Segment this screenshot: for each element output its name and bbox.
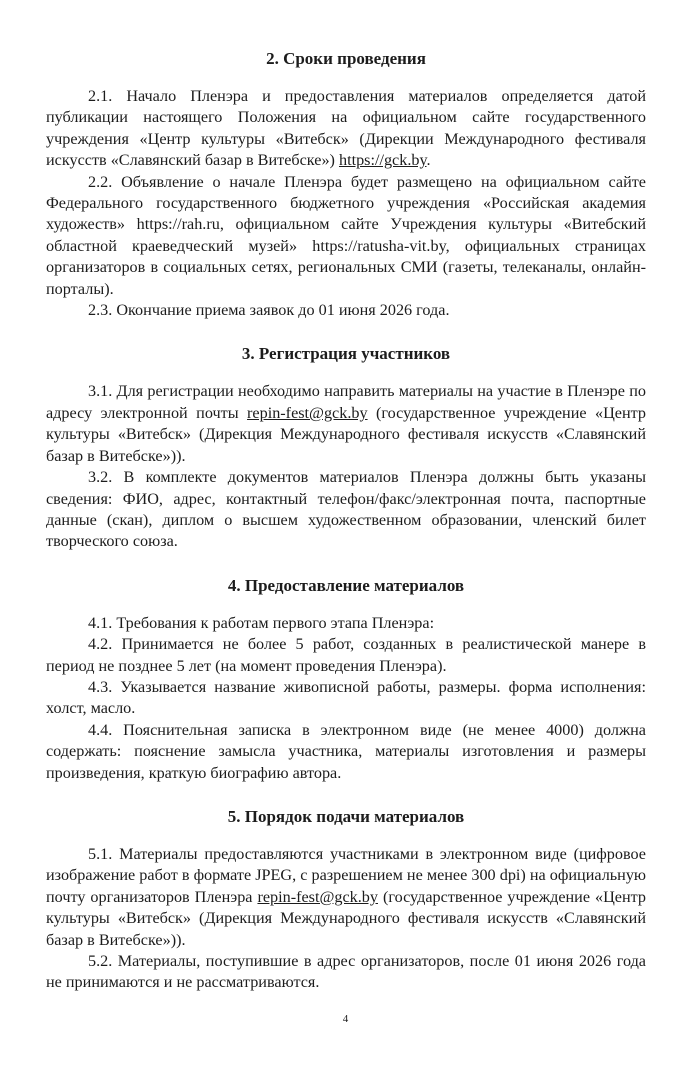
paragraph-4-1: 4.1. Требования к работам первого этапа Пленэра: [88, 613, 435, 632]
document-content [46, 48, 646, 994]
email-link[interactable]: repin-fest@gck.by [247, 403, 368, 422]
paragraph-2-3: 2.3. Окончание приема заявок до 01 июня 2026 года. [88, 301, 450, 320]
paragraph-2-1: 2.1. Начало Пленэра и предоставления материалов определяется датой публикации настоящего Положения на официальном сайте государственного учреждения «Центр культуры «Витебск» (Дирекции Международного фестиваля искусств «Славянский базар в Витебске») https://gck.by. [46, 87, 646, 170]
paragraph-3-2: 3.2. В комплекте документов материалов Пленэра должны быть указаны сведения: ФИО, адрес, контактный телефон/факс/электронная почта, паспортные данные (скан), диплом о высшем художественном образовании, членский билет творческого союза. [46, 468, 646, 551]
section-title-registration: 3. Регистрация участников [241, 344, 451, 364]
page-number: 4 [342, 1013, 349, 1025]
section-title-submission: 5. Порядок подачи материалов [227, 806, 465, 826]
paragraph-5-2: 5.2. Материалы, поступившие в адрес организаторов, после 01 июня 2026 года не принимаются и не рассматриваются. [46, 952, 646, 992]
section-title-dates: 2. Сроки проведения [266, 49, 426, 68]
paragraph-4-4: 4.4. Пояснительная записка в электронном виде (не менее 4000) должна содержать: пояснение замысла участника, материалы изготовления и размеры произведения, краткую биографию автора. [46, 720, 646, 782]
email-link[interactable]: repin-fest@gck.by [257, 887, 378, 906]
paragraph-3-1: 3.1. Для регистрации необходимо направить материалы на участие в Пленэре по адресу электронной почты repin-fest@gck.by (государственное учреждение «Центр культуры «Витебск» (Дирекция Международного фестиваля искусств «Славянский базар в Витебске»)). [46, 382, 646, 465]
paragraph-4-3: 4.3. Указывается название живописной работы, размеры. форма исполнения: холст, масло. [46, 677, 646, 718]
section-title-materials: 4. Предоставление материалов [227, 575, 465, 595]
paragraph-4-2: 4.2. Принимается не более 5 работ, созданных в реалистической манере в период не позднее 5 лет (на момент проведения Пленэра). [46, 635, 646, 675]
paragraph-5-1: 5.1. Материалы предоставляются участниками в электронном виде (цифровое изображение работ в формате JPEG, с разрешением не менее 300 dpi) на официальную почту организаторов Пленэра repin-fest@gck.by (государственное учреждение «Центр культуры «Витебск» (Дирекция Международного фестиваля искусств «Славянский базар в Витебске»)). [46, 844, 646, 949]
paragraph-2-2: 2.2. Объявление о начале Пленэра будет размещено на официальном сайте Федерального государственного бюджетного учреждения «Российская академия художеств» https://rah.ru, официальном сайте Учреждения культуры «Витебский областной краеведческий музей» https://ratusha-vit.by, официальных страницах организаторов в социальных сетях, региональных СМИ (газеты, телеканалы, онлайн-порталы). [46, 172, 646, 298]
gck-site-link[interactable]: https://gck.by [338, 151, 427, 170]
